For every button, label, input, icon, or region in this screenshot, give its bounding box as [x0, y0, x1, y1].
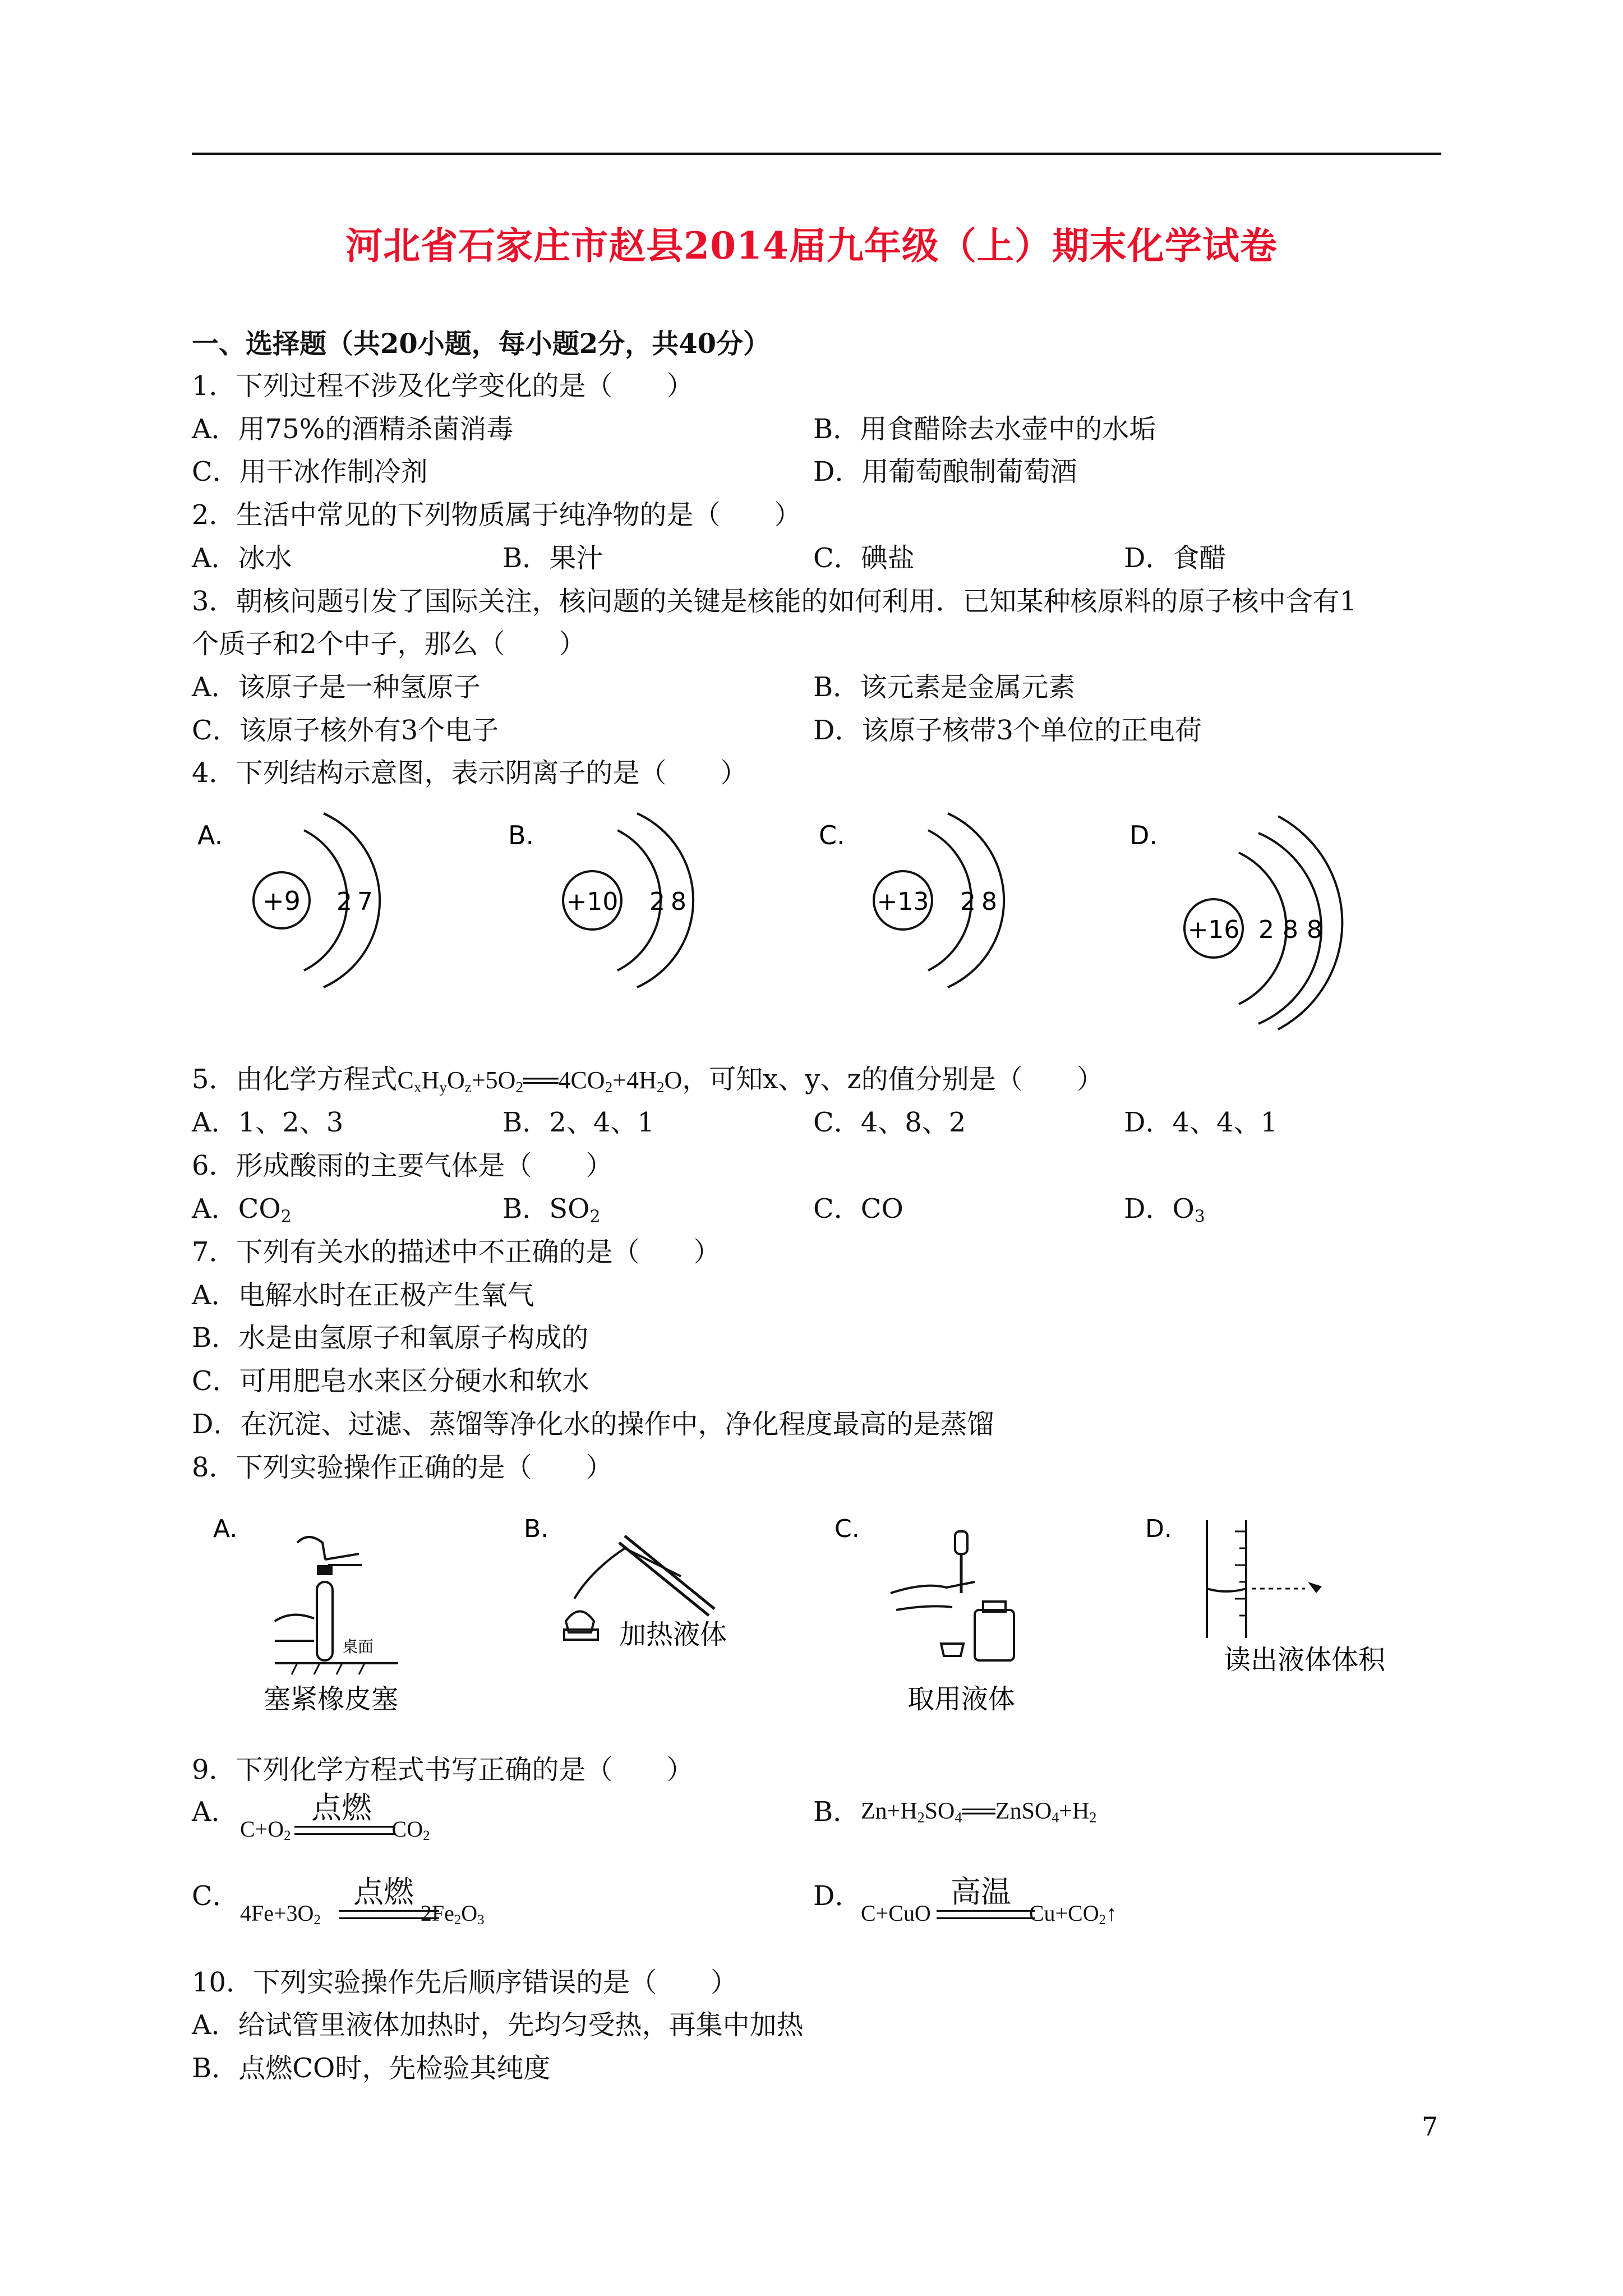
q2-option-a: A．冰水	[192, 542, 292, 574]
q4-a-label: A.	[197, 820, 223, 850]
q4-b-label: B.	[508, 820, 534, 850]
q1-stem: 1．下列过程不涉及化学变化的是（ ）	[192, 370, 694, 402]
q6-option-a: A．$CO_2$	[192, 1193, 292, 1227]
q9-stem: 9．下列化学方程式书写正确的是（ ）	[192, 1754, 694, 1786]
q8-image-d	[1145, 1509, 1403, 1677]
q4-b-shell-2: 8	[671, 887, 686, 916]
q4-c-label: C.	[819, 820, 845, 850]
q4-a-shell-1: 2	[336, 887, 352, 916]
q9-a-condition: 点燃	[311, 1790, 372, 1825]
q4-d-label: D.	[1129, 820, 1158, 850]
q5-equation: $C_xH_yO_z+5O_2══4CO_2+4H_2O$	[397, 1066, 683, 1096]
q7-option-a: A．电解水时在正极产生氧气	[192, 1280, 534, 1311]
q7-option-d: D．在沉淀、过滤、蒸馏等净化水的操作中，净化程度最高的是蒸馏	[192, 1409, 994, 1440]
q8-b-label: B.	[524, 1515, 549, 1543]
q4-d-shell-2: 8	[1283, 915, 1298, 944]
q8-a-note: 桌面	[342, 1637, 374, 1656]
q8-b-caption: 加热液体	[619, 1619, 727, 1650]
q1-option-a: A．用75%的酒精杀菌消毒	[192, 413, 514, 445]
q9-c-equation: $4Fe+3O_2$ $2Fe_2O_3$	[240, 1901, 485, 1928]
q10-stem: 10．下列实验操作先后顺序错误的是（ ）	[192, 1967, 738, 1998]
q9-d-equation: C+CuO $Cu+CO_2↑$	[861, 1901, 1118, 1928]
q4-diagram-d	[1124, 808, 1371, 1032]
q5-option-c: C．4、8、2	[813, 1107, 966, 1138]
q9-option-d-label: D．	[813, 1880, 862, 1912]
q6-option-c: C．CO	[813, 1193, 903, 1225]
q7-option-b: B．水是由氢原子和氧原子构成的	[192, 1322, 589, 1354]
q1-option-c: C．用干冰作制冷剂	[192, 456, 428, 487]
q4-diagram-a	[192, 808, 427, 993]
q4-diagram-b	[502, 808, 738, 993]
q3-option-c: C．该原子核外有3个电子	[192, 715, 499, 746]
q10-option-b: B．点燃CO时，先检验其纯度	[192, 2053, 551, 2084]
q2-option-d: D．食醋	[1124, 542, 1227, 574]
q8-image-c	[834, 1509, 1070, 1722]
q8-c-caption: 取用液体	[907, 1683, 1016, 1715]
q5-stem-pre: 5．由化学方程式	[192, 1064, 398, 1095]
q5-stem-post: ，可知x、y、z的值分别是（ ）	[682, 1064, 1104, 1095]
q8-c-label: C.	[834, 1515, 860, 1543]
q3-stem-line2: 个质子和2个中子，那么（ ）	[192, 628, 586, 660]
q4-diagram-c	[813, 808, 1049, 993]
q2-option-c: C．碘盐	[813, 542, 915, 574]
q6-option-b: B．$SO_2$	[502, 1193, 601, 1227]
q5-option-a: A．1、2、3	[192, 1107, 344, 1138]
q4-d-shell-3: 8	[1307, 915, 1322, 944]
q8-image-a	[213, 1509, 449, 1722]
q4-b-nucleus: +10	[566, 887, 619, 916]
q4-c-shell-1: 2	[960, 887, 976, 916]
q3-option-d: D．该原子核带3个单位的正电荷	[813, 715, 1202, 746]
section-heading: 一、选择题（共20小题，每小题2分，共40分）	[192, 328, 770, 360]
q2-option-b: B．果汁	[502, 542, 603, 574]
q5-option-b: B．2、4、1	[502, 1107, 654, 1138]
q6-stem: 6．形成酸雨的主要气体是（ ）	[192, 1150, 613, 1181]
q4-c-nucleus: +13	[877, 887, 929, 916]
header-rule	[192, 153, 1441, 155]
q3-option-a: A．该原子是一种氢原子	[192, 671, 481, 703]
q4-b-shell-1: 2	[649, 887, 665, 916]
q8-stem: 8．下列实验操作正确的是（ ）	[192, 1452, 613, 1483]
q9-d-condition: 高温	[951, 1874, 1011, 1910]
q4-a-nucleus: +9	[262, 886, 301, 916]
page-title: 河北省石家庄市赵县2014届九年级（上）期末化学试卷	[345, 224, 1278, 268]
q6-option-d: D．$O_3$	[1124, 1193, 1205, 1227]
q7-option-c: C．可用肥皂水来区分硬水和软水	[192, 1365, 589, 1397]
q5-option-d: D．4、4、1	[1124, 1107, 1278, 1138]
q3-option-b: B．该元素是金属元素	[813, 671, 1076, 703]
q4-d-nucleus: +16	[1187, 915, 1240, 944]
q9-b-equation: $Zn+H_2SO_4══ZnSO_4+H_2$	[861, 1798, 1097, 1826]
q8-image-b	[524, 1509, 759, 1677]
q1-option-d: D．用葡萄酿制葡萄酒	[813, 456, 1077, 487]
q9-option-b-label: B．	[813, 1796, 860, 1828]
q8-d-label: D.	[1145, 1515, 1172, 1543]
page-number: 7	[1422, 2111, 1438, 2142]
q4-d-shell-1: 2	[1258, 915, 1274, 944]
q3-stem-line1: 3．朝核问题引发了国际关注，核问题的关键是核能的如何利用．已知某种核原料的原子核中含有1	[192, 586, 1357, 617]
q9-c-condition: 点燃	[353, 1874, 414, 1910]
q4-a-shell-2: 7	[357, 887, 373, 916]
q7-stem: 7．下列有关水的描述中不正确的是（ ）	[192, 1236, 721, 1268]
q9-a-equation: $C+O_2$ $CO_2$	[240, 1816, 430, 1844]
q9-option-a-label: A．	[192, 1796, 238, 1828]
q4-stem: 4．下列结构示意图，表示阴离子的是（ ）	[192, 757, 748, 789]
q8-a-label: A.	[213, 1515, 238, 1543]
q4-c-shell-2: 8	[981, 887, 997, 916]
q2-stem: 2．生活中常见的下列物质属于纯净物的是（ ）	[192, 499, 801, 531]
q5-stem	[192, 1064, 1104, 1103]
q1-option-b: B．用食醋除去水壶中的水垢	[813, 413, 1156, 445]
q10-option-a: A．给试管里液体加热时，先均匀受热，再集中加热	[192, 2009, 804, 2041]
q8-a-caption: 塞紧橡皮塞	[264, 1683, 399, 1715]
q9-option-c-label: C．	[192, 1880, 239, 1912]
q8-d-caption: 读出液体体积	[1224, 1644, 1386, 1676]
